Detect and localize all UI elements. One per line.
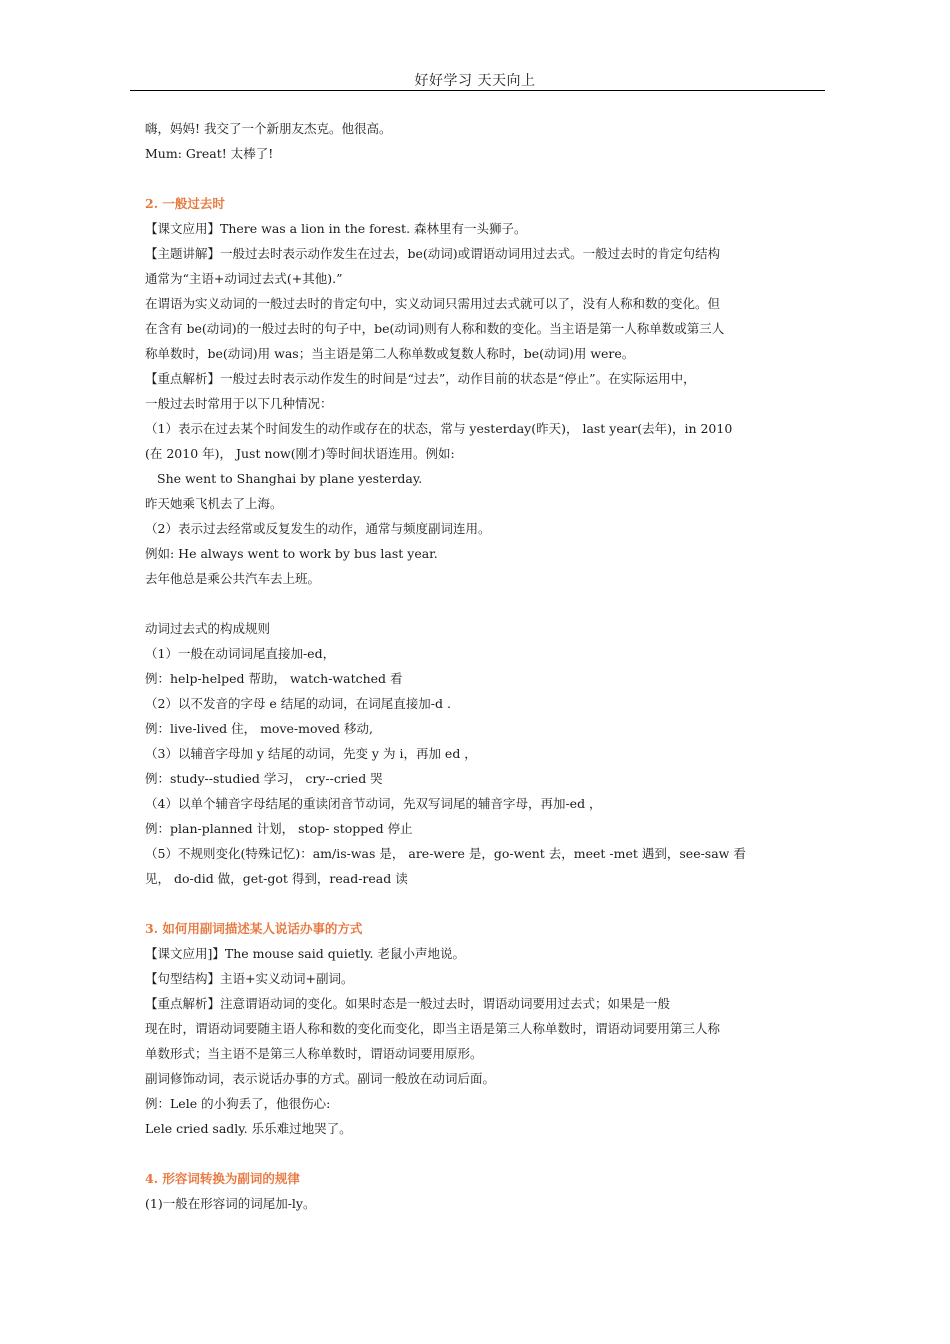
header-rule xyxy=(130,90,825,91)
paragraph-line: 【重点解析】注意谓语动词的变化。如果时态是一般过去时，谓语动词要用过去式；如果是一般 xyxy=(145,996,671,1011)
page-header: 好好学习 天天向上 xyxy=(414,73,536,89)
intro-line: Mum: Great! 太棒了! xyxy=(145,146,274,161)
rule-line: （2）以不发音的字母 e 结尾的动词，在词尾直接加-d . xyxy=(145,696,451,711)
spacer xyxy=(145,1141,825,1166)
paragraph-line: （1）表示在过去某个时间发生的动作或存在的状态，常与 yesterday(昨天)， last year(去年)，in 2010 xyxy=(145,421,733,436)
paragraph-line: 例如: He always went to work by bus last year. xyxy=(145,546,438,561)
paragraph-line: 【重点解析】一般过去时表示动作发生的时间是“过去”，动作目前的状态是“停止”。在实际运用中， xyxy=(145,371,696,386)
paragraph-line: 【主题讲解】一般过去时表示动作发生在过去，be(动词)或谓语动词用过去式。一般过去时的肯定句结构 xyxy=(145,246,721,261)
paragraph-line: 通常为“主语+动词过去式(+其他).” xyxy=(145,271,343,286)
paragraph-line: 在含有 be(动词)的一般过去时的句子中，be(动词)则有人称和数的变化。当主语是第一人称单数或第三人 xyxy=(145,321,725,336)
section-heading-adjective-to-adverb: 4. 形容词转换为副词的规律 xyxy=(145,1171,300,1186)
paragraph-line: 副词修饰动词，表示说话办事的方式。副词一般放在动词后面。 xyxy=(145,1071,496,1086)
rule-line: （5）不规则变化(特殊记忆)：am/is-was 是， are-were 是，go-went 去，meet -met 遇到，see-saw 看 xyxy=(145,846,746,861)
rule-line: 例：help-helped 帮助， watch-watched 看 xyxy=(145,671,403,686)
paragraph-line: 【课文应用】There was a lion in the forest. 森林里有一头狮子。 xyxy=(145,221,527,236)
paragraph-line: 昨天她乘飞机去了上海。 xyxy=(145,496,283,511)
paragraph-line: （2）表示过去经常或反复发生的动作，通常与频度副词连用。 xyxy=(145,521,491,536)
rule-line: （1）一般在动词词尾直接加-ed， xyxy=(145,646,336,661)
paragraph-line: 在谓语为实义动词的一般过去时的肯定句中，实义动词只需用过去式就可以了，没有人称和数的变化。但 xyxy=(145,296,721,311)
section-heading-past-tense: 2. 一般过去时 xyxy=(145,196,225,211)
rule-line: （3）以辅音字母加 y 结尾的动词，先变 y 为 i，再加 ed ， xyxy=(145,746,477,761)
rule-line: 例：plan-planned 计划， stop- stopped 停止 xyxy=(145,821,413,836)
document-body xyxy=(145,116,825,1216)
paragraph-line: 现在时，谓语动词要随主语人称和数的变化而变化，即当主语是第三人称单数时，谓语动词要用第三人称 xyxy=(145,1021,721,1036)
rules-title: 动词过去式的构成规则 xyxy=(145,621,271,636)
rule-line: 例：study--studied 学习， cry--cried 哭 xyxy=(145,771,383,786)
paragraph-line: 单数形式；当主语不是第三人称单数时，谓语动词要用原形。 xyxy=(145,1046,483,1061)
paragraph-line: (1)一般在形容词的词尾加-ly。 xyxy=(145,1196,316,1211)
intro-line: 嗨，妈妈! 我交了一个新朋友杰克。他很高。 xyxy=(145,121,392,136)
section-heading-adverbs: 3. 如何用副词描述某人说话办事的方式 xyxy=(145,921,363,936)
spacer xyxy=(145,891,825,916)
paragraph-line: (在 2010 年)， Just now(刚才)等时间状语连用。例如: xyxy=(145,446,455,461)
paragraph-line: 去年他总是乘公共汽车去上班。 xyxy=(145,571,321,586)
paragraph-line: 一般过去时常用于以下几种情况： xyxy=(145,396,333,411)
rule-line: 例：live-lived 住， move-moved 移动, xyxy=(145,721,373,736)
rule-line: （4）以单个辅音字母结尾的重读闭音节动词，先双写词尾的辅音字母，再加-ed ， xyxy=(145,796,602,811)
spacer xyxy=(145,166,825,191)
example-sentence: She went to Shanghai by plane yesterday. xyxy=(157,471,423,486)
paragraph-line: 例：Lele 的小狗丢了，他很伤心: xyxy=(145,1096,331,1111)
paragraph-line: Lele cried sadly. 乐乐难过地哭了。 xyxy=(145,1121,352,1136)
spacer xyxy=(145,591,825,616)
paragraph-line: 称单数时，be(动词)用 was；当主语是第二人称单数或复数人称时，be(动词)用 were。 xyxy=(145,346,635,361)
paragraph-line: 【课文应用]】The mouse said quietly. 老鼠小声地说。 xyxy=(145,946,466,961)
rule-line: 见， do-did 做，get-got 得到，read-read 读 xyxy=(145,871,408,886)
paragraph-line: 【句型结构】主语+实义动词+副词。 xyxy=(145,971,354,986)
